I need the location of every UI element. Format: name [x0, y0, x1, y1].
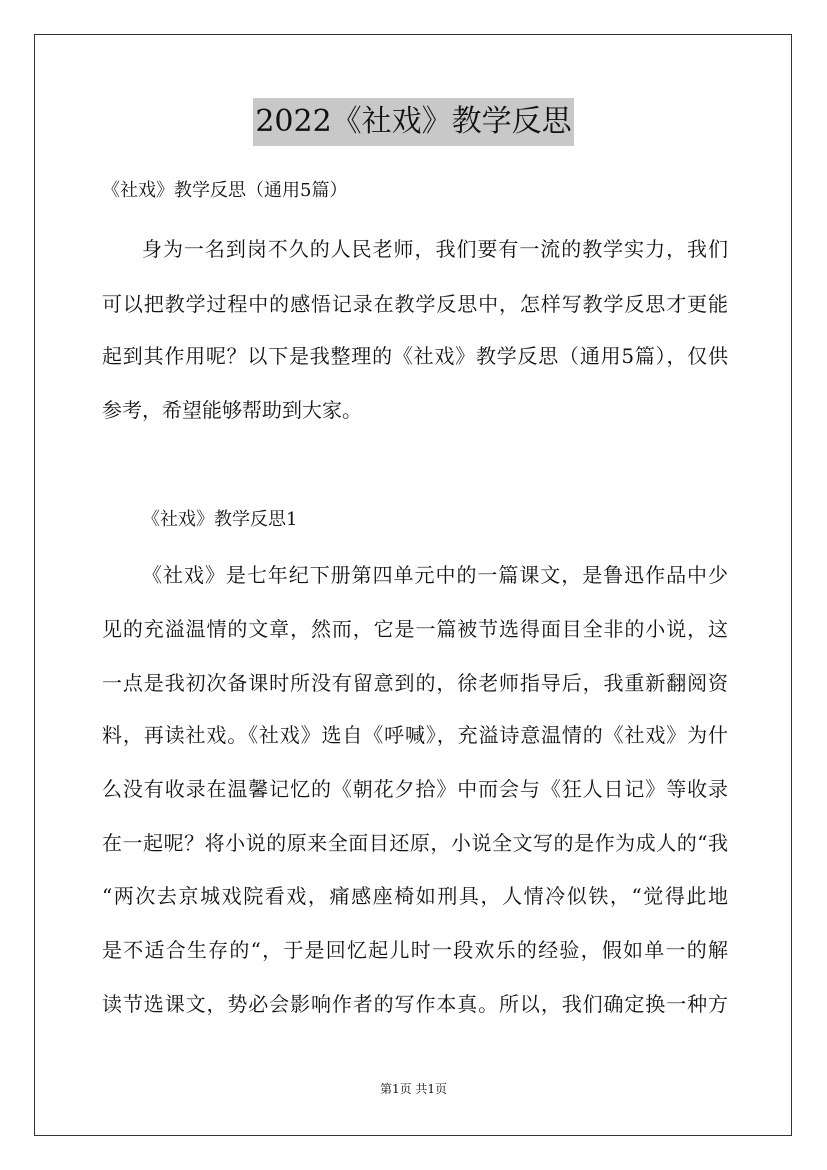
document-title: 2022《社戏》教学反思	[253, 98, 573, 146]
body-line-9: 读节选课文，势必会影响作者的写作本真。所以，我们确定换一种方	[102, 992, 728, 1016]
body-line-4: 料，再读社戏。《社戏》选自《呼喊》，充溢诗意温情的《社戏》为什	[102, 723, 728, 747]
section-heading: 《社戏》教学反思1	[142, 509, 298, 530]
body-line-7: “两次去京城戏院看戏，痛感座椅如刑具，人情冷似铁，“觉得此地	[102, 884, 728, 908]
intro-line-3: 起到其作用呢？以下是我整理的《社戏》教学反思（通用5篇），仅供	[102, 344, 728, 368]
intro-line-2: 可以把教学过程中的感悟记录在教学反思中，怎样写教学反思才更能	[102, 292, 728, 316]
body-line-6: 在一起呢？将小说的原来全面目还原，小说全文写的是作为成人的“我	[102, 831, 728, 855]
body-line-5: 么没有收录在温馨记忆的《朝花夕拾》中而会与《狂人日记》等收录	[102, 777, 728, 801]
intro-line-4: 参考，希望能够帮助到大家。	[102, 398, 362, 422]
body-line-3: 一点是我初次备课时所没有留意到的，徐老师指导后，我重新翻阅资	[102, 671, 728, 695]
body-line-2: 见的充溢温情的文章，然而，它是一篇被节选得面目全非的小说，这	[102, 617, 728, 641]
document-subtitle: 《社戏》教学反思（通用5篇）	[102, 180, 348, 201]
intro-line-1: 身为一名到岗不久的人民老师，我们要有一流的教学实力，我们	[142, 237, 728, 261]
title-wrapper	[0, 98, 827, 146]
body-line-8: 是不适合生存的“，于是回忆起儿时一段欢乐的经验，假如单一的解	[102, 938, 728, 962]
body-line-1: 《社戏》是七年纪下册第四单元中的一篇课文，是鲁迅作品中少	[142, 563, 728, 587]
page-footer: 第1页 共1页	[379, 1082, 448, 1096]
